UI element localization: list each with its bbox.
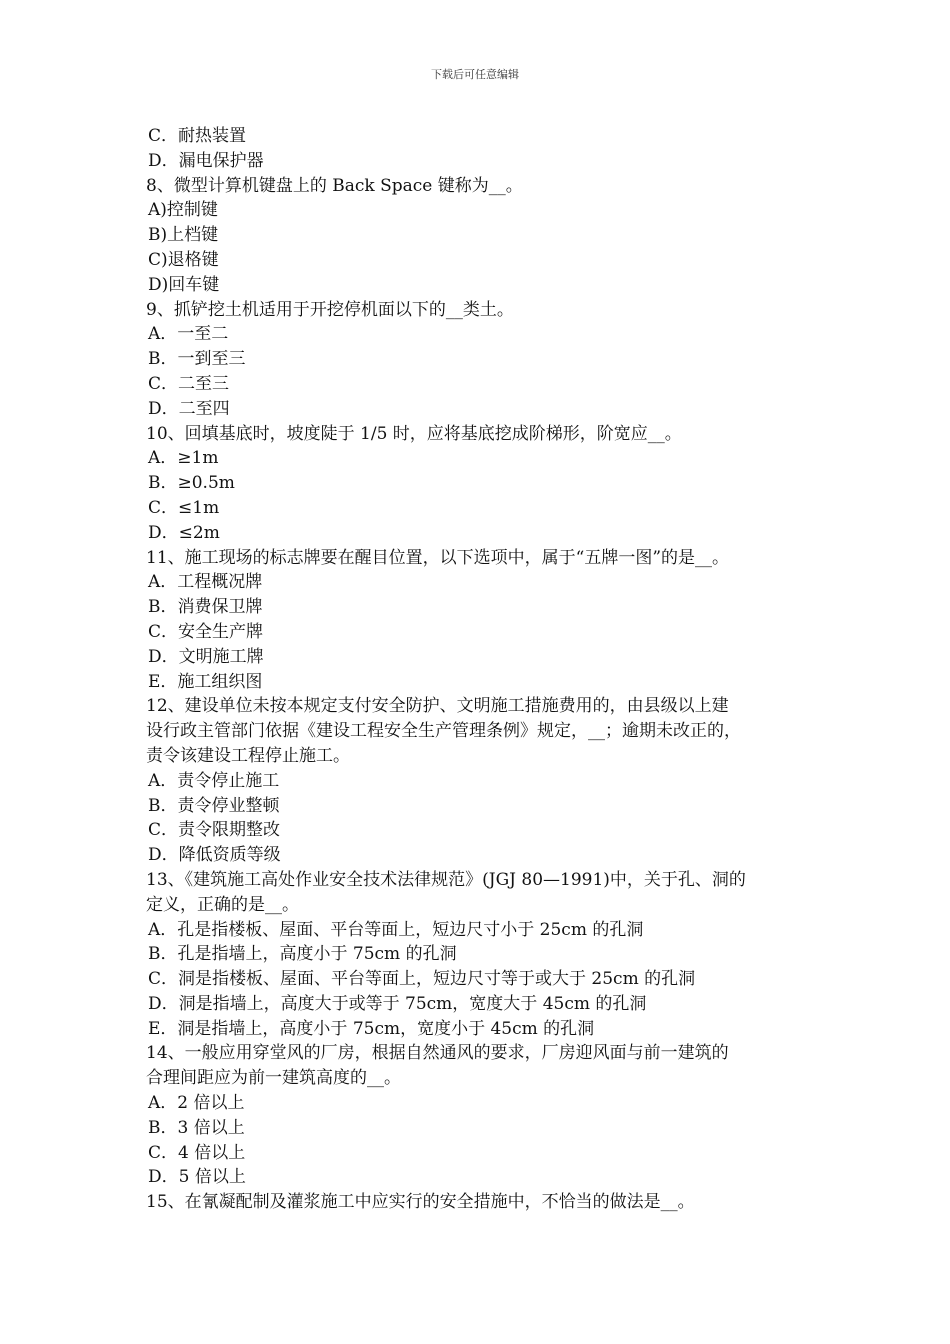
option-d: D．5 倍以上 (148, 1167, 246, 1188)
question-text-line-2: 设行政主管部门依据《建设工程安全生产管理条例》规定，__；逾期未改正的， (146, 721, 741, 742)
leading-options (146, 124, 814, 174)
option-e: E．施工组织图 (148, 671, 263, 692)
option-d: D．漏电保护器 (148, 150, 264, 171)
option-c: C．二至三 (148, 373, 230, 394)
option-d: D)回车键 (148, 274, 220, 295)
option-b: B．一到至三 (148, 349, 246, 370)
option-e: E．洞是指墙上，高度小于 75cm，宽度小于 45cm 的孔洞 (148, 1018, 595, 1039)
option-c: C．洞是指楼板、屋面、平台等面上，短边尺寸等于或大于 25cm 的孔洞 (148, 969, 696, 990)
option-d: D．≤2m (148, 522, 220, 543)
question-14 (146, 1041, 814, 1190)
question-text: 11、施工现场的标志牌要在醒目位置，以下选项中，属于“五牌一图”的是__。 (146, 547, 730, 568)
option-b: B．≥0.5m (148, 473, 235, 494)
question-text-line-1: 13、《建筑施工高处作业安全技术法律规范》(JGJ 80—1991)中，关于孔、洞的 (146, 869, 746, 890)
question-8 (146, 174, 814, 298)
option-c: C．≤1m (148, 497, 220, 518)
question-9 (146, 298, 814, 422)
question-15 (146, 1190, 814, 1215)
option-c: C．耐热装置 (148, 126, 247, 146)
option-a: A．一至二 (148, 324, 229, 345)
option-a: A．工程概况牌 (148, 572, 263, 593)
question-11 (146, 546, 814, 695)
option-b: B．消费保卫牌 (148, 597, 263, 618)
option-c: C)退格键 (148, 249, 219, 270)
option-b: B．3 倍以上 (148, 1117, 245, 1138)
option-d: D．降低资质等级 (148, 845, 281, 866)
option-b: B．孔是指墙上，高度小于 75cm 的孔洞 (148, 944, 457, 965)
question-text-line-1: 14、一般应用穿堂风的厂房，根据自然通风的要求，厂房迎风面与前一建筑的 (146, 1043, 729, 1064)
option-a: A)控制键 (148, 200, 218, 221)
question-13 (146, 868, 814, 1042)
option-a: A．≥1m (148, 448, 219, 469)
option-d: D．洞是指墙上，高度大于或等于 75cm，宽度大于 45cm 的孔洞 (148, 993, 647, 1014)
question-text-line-1: 12、建设单位未按本规定支付安全防护、文明施工措施费用的，由县级以上建 (146, 696, 729, 717)
page-header-note: 下载后可任意编辑 (431, 68, 519, 81)
question-text: 8、微型计算机键盘上的 Back Space 键称为__。 (146, 175, 523, 196)
question-text: 9、抓铲挖土机适用于开挖停机面以下的__类土。 (146, 299, 514, 320)
option-a: A．2 倍以上 (148, 1093, 245, 1114)
document-body (146, 124, 814, 1215)
question-text: 15、在氰凝配制及灌浆施工中应实行的安全措施中，不恰当的做法是__。 (146, 1192, 695, 1213)
question-12 (146, 694, 814, 868)
option-a: A．责令停止施工 (148, 770, 280, 791)
question-10 (146, 422, 814, 546)
option-b: B．责令停业整顿 (148, 795, 280, 816)
option-d: D．文明施工牌 (148, 646, 264, 667)
option-d: D．二至四 (148, 398, 230, 419)
question-text-line-2: 定义，正确的是__。 (146, 894, 299, 915)
option-a: A．孔是指楼板、屋面、平台等面上，短边尺寸小于 25cm 的孔洞 (148, 919, 644, 940)
question-text-line-2: 合理间距应为前一建筑高度的__。 (146, 1068, 401, 1089)
option-c: C．4 倍以上 (148, 1142, 246, 1163)
option-c: C．责令限期整改 (148, 820, 281, 841)
option-b: B)上档键 (148, 225, 219, 246)
question-text-line-3: 责令该建设工程停止施工。 (146, 745, 350, 766)
option-c: C．安全生产牌 (148, 621, 264, 642)
question-text: 10、回填基底时，坡度陡于 1/5 时，应将基底挖成阶梯形，阶宽应__。 (146, 423, 682, 444)
